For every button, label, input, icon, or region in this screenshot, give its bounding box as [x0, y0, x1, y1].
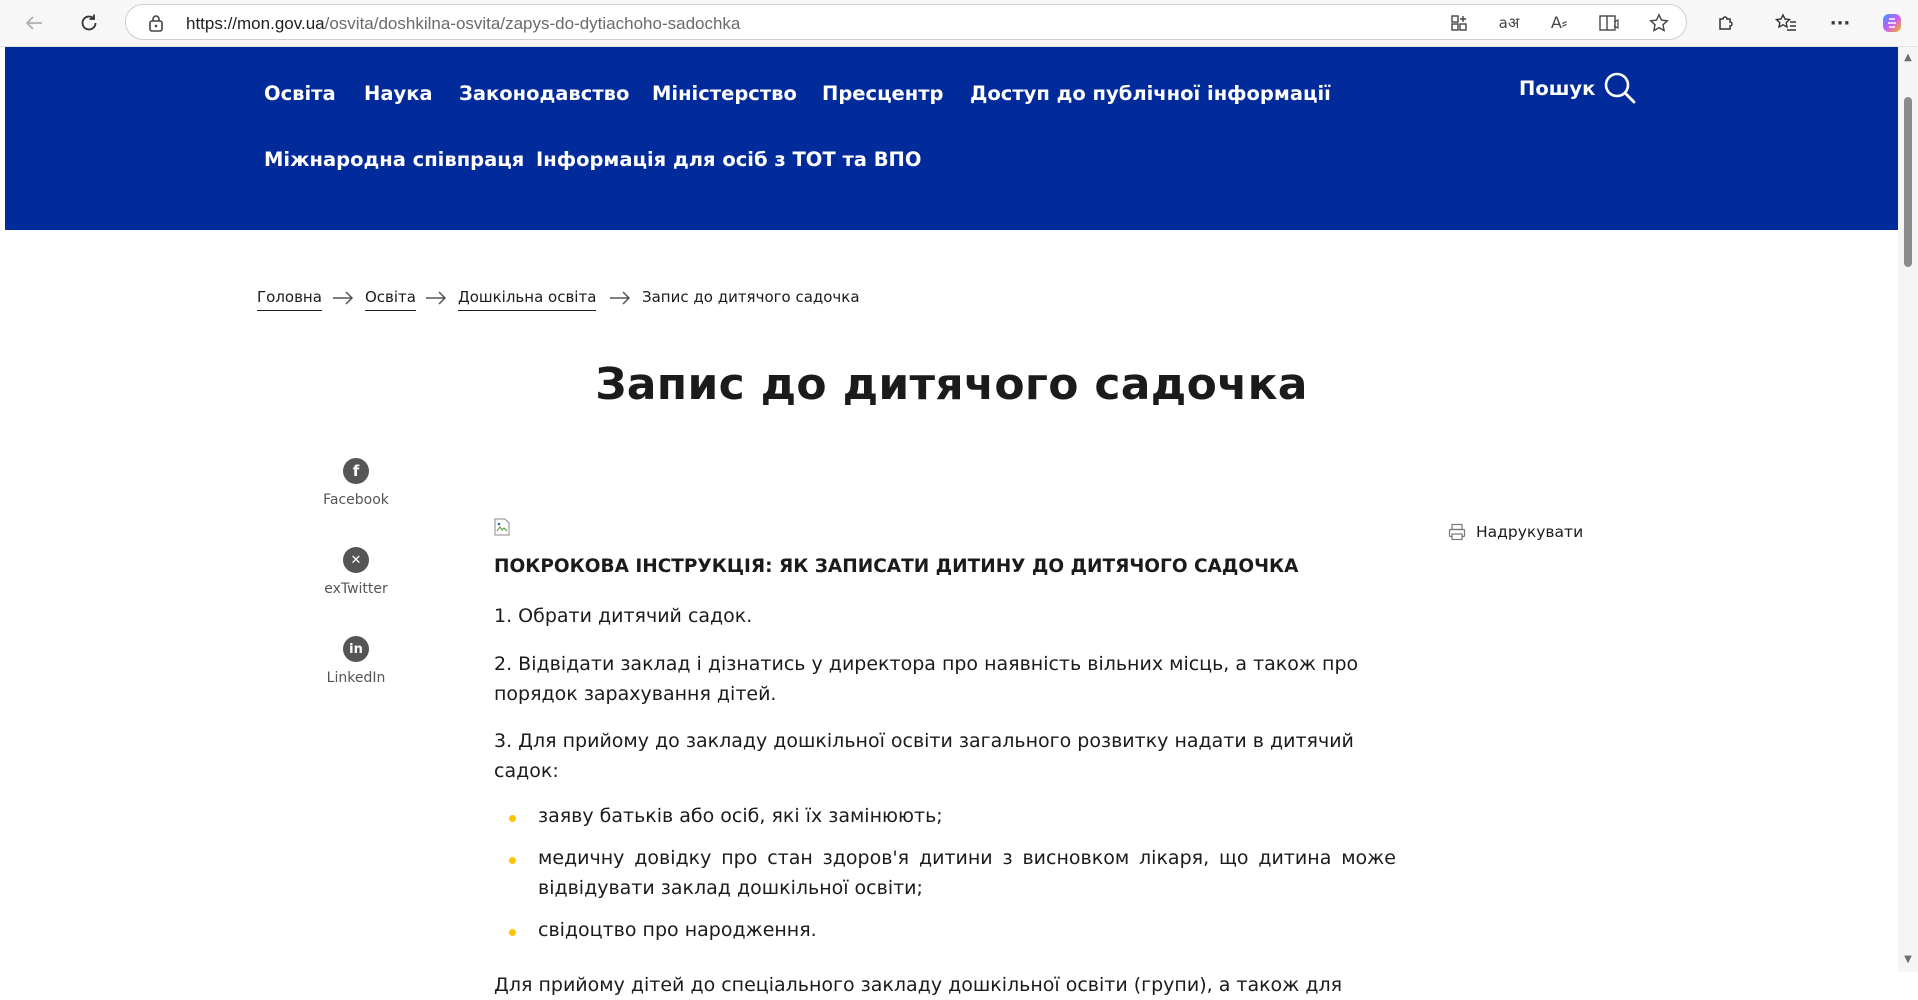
lock-icon — [148, 14, 164, 36]
site-header — [5, 47, 1898, 230]
documents-list — [494, 801, 1396, 957]
step-1: 1. Обрати дитячий садок. — [494, 605, 753, 627]
breadcrumb-home[interactable]: Головна — [257, 288, 322, 311]
breadcrumb-osvita[interactable]: Освіта — [365, 288, 416, 311]
share-label: exTwitter — [324, 581, 388, 597]
nav-zakonodavstvo[interactable]: Законодавство — [459, 82, 630, 105]
page-title: Запис до дитячого садочка — [595, 359, 1308, 410]
share-linkedin[interactable] — [296, 636, 416, 686]
print-label: Надрукувати — [1476, 523, 1584, 541]
list-item: медичну довідку про стан здоров'я дитини з висновком лікаря, що дитина може відвідувати заклад дошкільної освіти; — [494, 843, 1396, 903]
read-aloud-icon[interactable]: A⸗ — [1550, 13, 1568, 32]
back-button[interactable] — [18, 8, 50, 38]
article-body — [494, 518, 1396, 996]
apps-icon[interactable] — [1446, 11, 1472, 35]
copilot-icon — [1880, 11, 1904, 35]
favorites-button[interactable] — [1770, 8, 1802, 38]
extensions-button[interactable] — [1710, 8, 1742, 38]
nav-nauka[interactable]: Наука — [364, 82, 433, 105]
scroll-up-icon[interactable]: ▲ — [1904, 52, 1912, 63]
copilot-button[interactable] — [1876, 8, 1908, 38]
breadcrumb-current: Запис до дитячого садочка — [642, 288, 860, 306]
article-heading: ПОКРОКОВА ІНСТРУКЦІЯ: ЯК ЗАПИСАТИ ДИТИНУ ДО ДИТЯЧОГО САДОЧКА — [494, 556, 1299, 577]
search-label[interactable]: Пошук — [1519, 77, 1596, 100]
arrow-right-icon — [332, 290, 354, 309]
nav-international[interactable]: Міжнародна співпраця — [264, 148, 525, 171]
immersive-reader-icon[interactable] — [1596, 11, 1622, 35]
step-3: 3. Для прийому до закладу дошкільної освіти загального розвитку надати в дитячий садок: — [494, 730, 1354, 782]
scrollbar-thumb[interactable] — [1904, 97, 1912, 267]
step-2: 2. Відвідати заклад і дізнатись у директора про наявність вільних місць, а також про порядок зарахування дітей. — [494, 653, 1359, 705]
browser-toolbar — [0, 0, 1918, 47]
page-scrollbar[interactable] — [1898, 47, 1918, 972]
facebook-icon: f — [343, 458, 369, 484]
share-facebook[interactable] — [296, 458, 416, 508]
nav-ministerstvo[interactable]: Міністерство — [652, 82, 797, 105]
share-label: LinkedIn — [326, 670, 386, 686]
arrow-right-icon — [425, 290, 447, 309]
breadcrumb-doshkilna[interactable]: Дошкільна освіта — [458, 288, 596, 311]
refresh-icon — [78, 12, 100, 34]
page-viewport — [5, 47, 1898, 996]
nav-tot-vpo[interactable]: Інформація для осіб з ТОТ та ВПО — [536, 148, 922, 171]
nav-osvita[interactable]: Освіта — [264, 82, 336, 105]
printer-icon — [1448, 523, 1466, 541]
nav-public-info[interactable]: Доступ до публічної інформації — [970, 82, 1331, 105]
share-twitter[interactable] — [296, 547, 416, 597]
more-dots-icon: ··· — [1829, 12, 1851, 34]
share-label: Facebook — [323, 492, 389, 508]
list-item: заяву батьків або осіб, які їх замінюють; — [494, 801, 1396, 831]
paragraph-special: Для прийому дітей до спеціального закладу дошкільної освіти (групи), а також для — [494, 974, 1343, 996]
scroll-down-icon[interactable]: ▼ — [1904, 954, 1912, 965]
list-item: свідоцтво про народження. — [494, 915, 1396, 945]
translate-icon[interactable]: aअ — [1498, 14, 1520, 32]
puzzle-icon — [1716, 13, 1736, 33]
back-arrow-icon — [23, 12, 45, 34]
address-bar[interactable] — [125, 4, 1687, 40]
settings-more-button[interactable] — [1824, 8, 1856, 38]
broken-image-icon — [494, 521, 510, 540]
favorites-list-icon — [1775, 13, 1797, 33]
favorite-star-icon[interactable] — [1646, 11, 1672, 35]
refresh-button[interactable] — [73, 8, 105, 38]
x-icon: ✕ — [343, 547, 369, 573]
linkedin-icon: in — [343, 636, 369, 662]
print-button[interactable] — [1448, 523, 1583, 541]
url-text: https://mon.gov.ua/osvita/doshkilna-osvita/zapys-do-dytiachoho-sadochka — [186, 14, 741, 33]
nav-prestsentr[interactable]: Пресцентр — [822, 82, 944, 105]
search-icon[interactable] — [1603, 71, 1637, 109]
arrow-right-icon — [609, 290, 631, 309]
